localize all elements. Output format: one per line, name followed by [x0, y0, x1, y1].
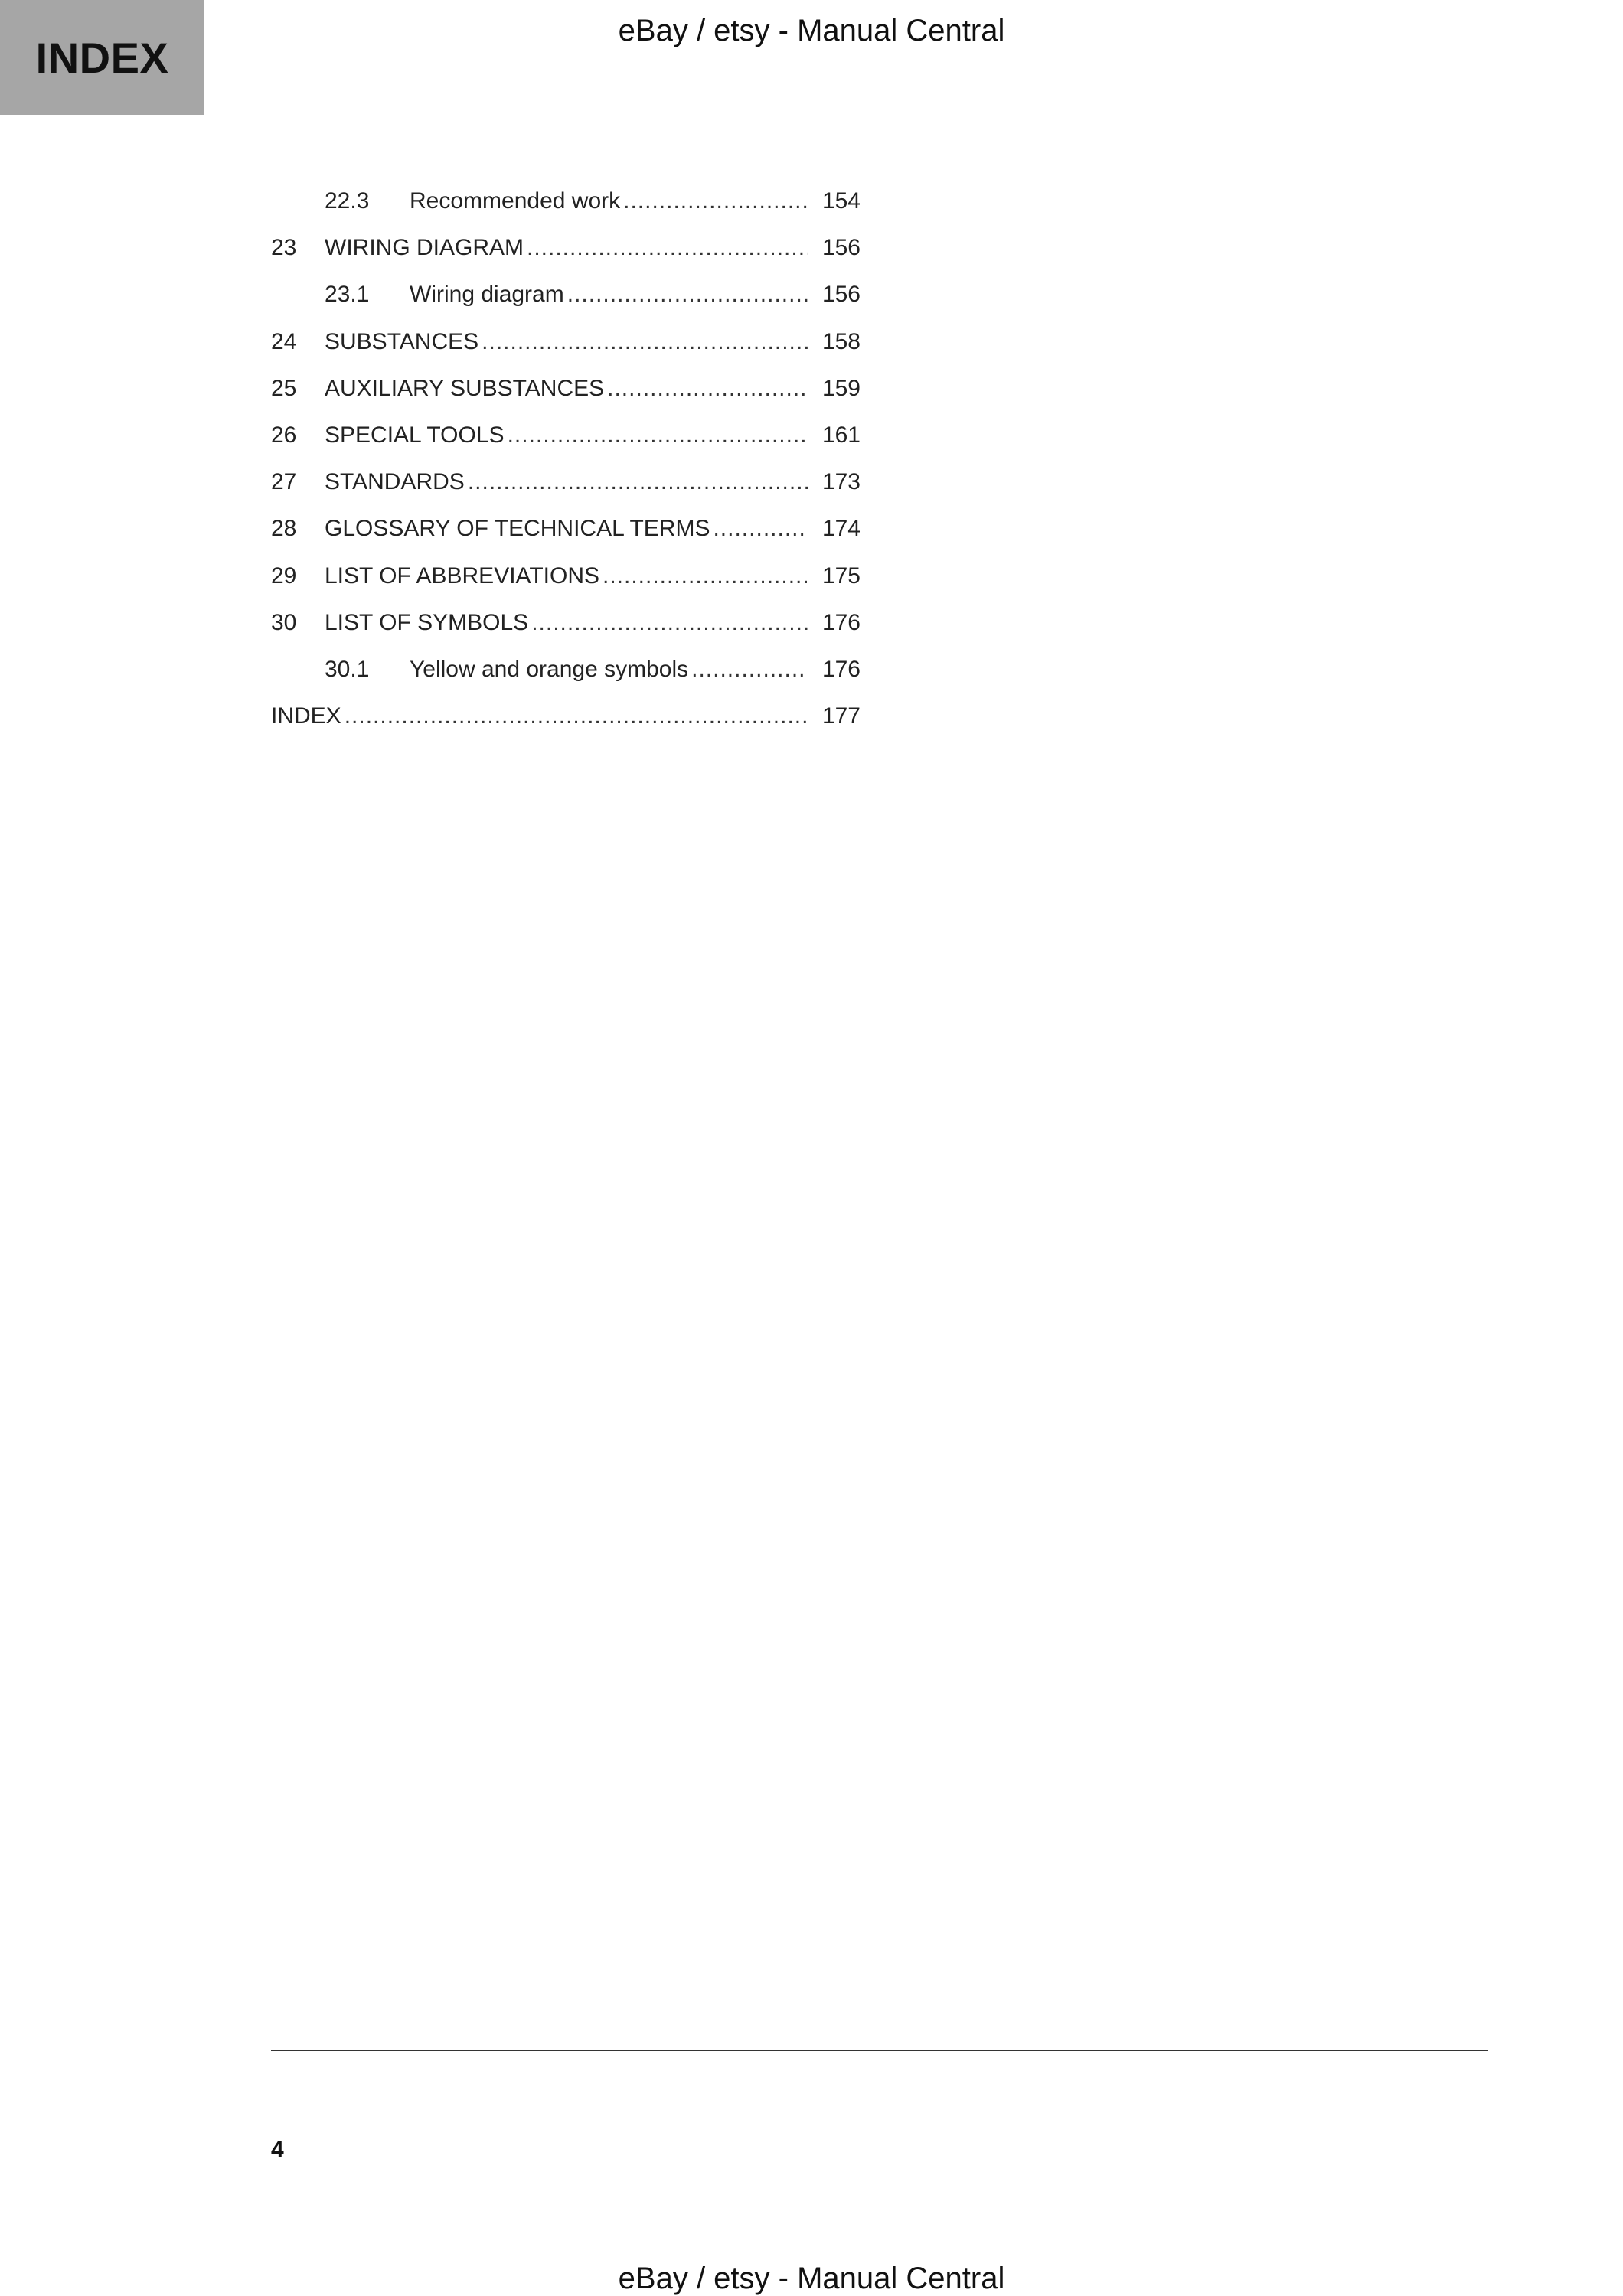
- toc-entry-title: SPECIAL TOOLS: [325, 422, 505, 448]
- toc-entry-number: 29: [271, 563, 297, 589]
- toc-entry-page: 176: [821, 609, 860, 635]
- toc-entry-title: LIST OF SYMBOLS: [325, 609, 529, 635]
- toc-entry-page: 174: [821, 516, 860, 542]
- dot-leader: [531, 610, 808, 636]
- toc-entry-number: 23.1: [325, 282, 370, 308]
- toc-entry[interactable]: [271, 510, 860, 556]
- toc-entry-page: 173: [821, 469, 860, 495]
- toc-entry[interactable]: [271, 416, 860, 463]
- toc-entry-page: 156: [821, 282, 860, 308]
- toc-entry-page: 154: [821, 188, 860, 214]
- dot-leader: [713, 516, 808, 542]
- toc-entry[interactable]: [271, 182, 860, 229]
- toc-entry-title: STANDARDS: [325, 469, 465, 495]
- toc-entry-number: 22.3: [325, 188, 370, 214]
- toc-entry-page: 156: [821, 235, 860, 261]
- toc-entry-number: 28: [271, 516, 297, 542]
- toc-entry-page: 176: [821, 656, 860, 682]
- dot-leader: [691, 657, 808, 683]
- toc-entry[interactable]: [271, 323, 860, 370]
- dot-leader: [623, 188, 808, 214]
- toc-entry-title: INDEX: [271, 703, 341, 729]
- page-footer: eBay / etsy - Manual Central: [618, 2262, 1005, 2295]
- dot-leader: [603, 563, 808, 589]
- section-tab-label: INDEX: [35, 33, 169, 82]
- table-of-contents: [271, 182, 860, 744]
- toc-entry-number: 24: [271, 328, 297, 354]
- toc-entry-number: 23: [271, 235, 297, 261]
- dot-leader: [527, 235, 808, 261]
- dot-leader: [607, 376, 808, 402]
- toc-entry-title: GLOSSARY OF TECHNICAL TERMS: [325, 516, 710, 542]
- toc-entry-title: AUXILIARY SUBSTANCES: [325, 375, 605, 401]
- page-number: 4: [271, 2137, 284, 2162]
- toc-entry[interactable]: [271, 463, 860, 510]
- dot-leader: [508, 422, 808, 448]
- toc-entry-number: 30: [271, 609, 297, 635]
- toc-entry-number: 26: [271, 422, 297, 448]
- toc-entry-title: LIST OF ABBREVIATIONS: [325, 563, 599, 589]
- dot-leader: [482, 329, 808, 355]
- toc-entry-page: 158: [821, 328, 860, 354]
- toc-entry[interactable]: [271, 370, 860, 416]
- toc-entry[interactable]: [271, 697, 860, 744]
- dot-leader: [345, 703, 808, 729]
- toc-entry-number: 27: [271, 469, 297, 495]
- toc-entry-page: 161: [821, 422, 860, 448]
- toc-entry-page: 177: [821, 703, 860, 729]
- dot-leader: [468, 469, 808, 495]
- toc-entry[interactable]: [271, 557, 860, 604]
- toc-entry-title: Yellow and orange symbols: [410, 656, 689, 682]
- toc-entry-title: WIRING DIAGRAM: [325, 235, 524, 261]
- toc-entry[interactable]: [271, 229, 860, 276]
- toc-entry-title: Recommended work: [410, 188, 621, 214]
- toc-entry[interactable]: [271, 276, 860, 322]
- toc-entry-page: 175: [821, 563, 860, 589]
- page-header: eBay / etsy - Manual Central: [618, 14, 1005, 47]
- toc-entry-title: Wiring diagram: [410, 282, 564, 308]
- toc-entry-number: 25: [271, 375, 297, 401]
- footer-divider: [271, 2050, 1488, 2051]
- toc-entry[interactable]: [271, 604, 860, 651]
- toc-entry-page: 159: [821, 375, 860, 401]
- toc-entry-title: SUBSTANCES: [325, 328, 479, 354]
- dot-leader: [567, 282, 808, 308]
- toc-entry-number: 30.1: [325, 656, 370, 682]
- toc-entry[interactable]: [271, 651, 860, 697]
